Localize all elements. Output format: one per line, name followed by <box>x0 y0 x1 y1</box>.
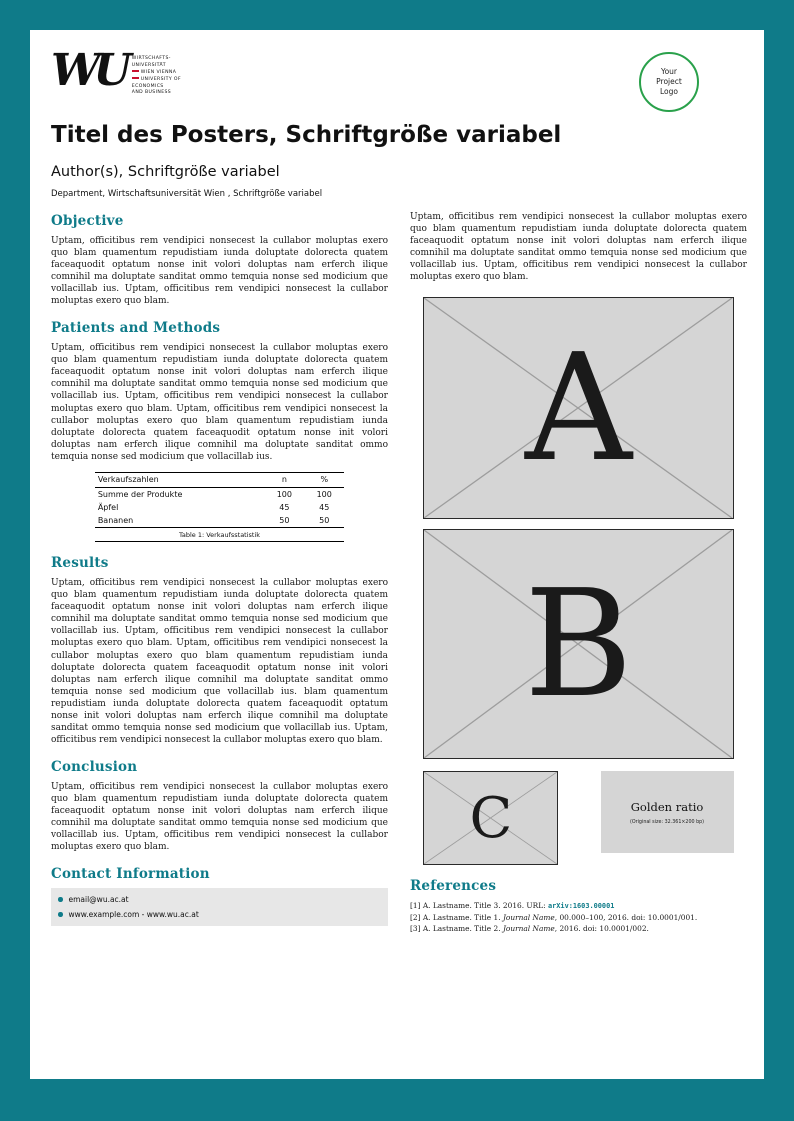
contact-email-text: email@wu.ac.at <box>68 895 129 905</box>
section-heading-methods: Patients and Methods <box>51 320 221 337</box>
poster-page <box>30 30 764 1079</box>
reference-text: [1] A. Lastname. Title 3. 2016. URL: <box>410 901 548 911</box>
table-cell: Summe der Produkte <box>97 489 183 499</box>
section-heading-objective: Objective <box>51 213 124 229</box>
title-block <box>51 122 747 199</box>
right-intro-text: Uptam, officitibus rem vendipici nonsecest la cullabor moluptas exero quo blam quamentum repudistiam iunda doluptate dolorecta quatem faceaquodit optatum nonse init volori doluptas nam erferch ilique comnihil ma doluptate sanditat ommo temquia nonse sed modicium que vollacillab ius. Uptam, officitibus rem vendipici nonsecest la cullabor moluptas exero quo blam. <box>410 212 747 283</box>
reference-text: [3] A. Lastname. Title 2. <box>410 924 503 934</box>
reference-entry <box>410 923 747 934</box>
table-header-cell: % <box>320 475 329 485</box>
golden-ratio-title: Golden ratio <box>630 799 704 814</box>
arxiv-link[interactable]: arXiv:1603.00001 <box>547 902 615 911</box>
right-column <box>410 211 747 935</box>
wu-sub-line: UNIVERSITY OF <box>132 77 181 84</box>
table-cell: 50 <box>319 515 330 525</box>
project-logo-text: Logo <box>660 86 678 96</box>
table-cell: 100 <box>316 489 332 499</box>
contact-website-text: www.example.com - www.wu.ac.at <box>68 910 199 920</box>
bullet-icon <box>58 897 63 902</box>
poster-columns <box>51 211 747 935</box>
section-heading-results: Results <box>51 555 109 572</box>
table-row <box>95 487 344 501</box>
table-cell: 45 <box>319 502 330 512</box>
section-heading-contact: Contact Information <box>51 866 210 883</box>
figure-placeholder-a <box>423 297 733 519</box>
wu-logo-letters: WU <box>51 45 125 96</box>
table-cell: Bananen <box>97 515 134 525</box>
section-heading-conclusion: Conclusion <box>51 758 138 775</box>
wu-logo <box>51 45 181 97</box>
poster-title: Titel des Posters, Schriftgröße variabel <box>51 122 562 148</box>
journal-name: Journal Name <box>502 924 555 934</box>
reference-text: [2] A. Lastname. Title 1. <box>410 912 503 922</box>
reference-entry <box>410 900 747 912</box>
poster-header <box>47 42 747 112</box>
contact-website[interactable] <box>58 907 381 922</box>
table-row <box>95 514 344 528</box>
contact-box <box>51 888 388 926</box>
journal-name: Journal Name <box>502 912 555 922</box>
results-text: Uptam, officitibus rem vendipici nonsecest la cullabor moluptas exero quo blam quamentum repudistiam iunda doluptate dolorecta quatem faceaquodit optatum nonse init volori doluptas nam erferch ilique comnihil ma doluptate sanditat ommo temquia nonse sed modicium que vollacillab ius. Uptam, officitibus rem vendipici nonsecest la cullabor moluptas exero quo blam. Uptam, officitibus rem vendipici nonsecest la cullabor moluptas exero quo blam quamentum repudistiam iunda doluptate dolorecta quatem faceaquodit optatum nonse init volori doluptas nam erferch ilique comnihil ma doluptate sanditat ommo temquia nonse sed modicium que vollacillab ius. blam quamentum repudistiam iunda doluptate dolorecta quatem faceaquodit optatum nonse init volori doluptas nam erferch ilique comnihil ma doluptate sanditat ommo temquia nonse sed modicium que vollacillab ius. Uptam, officitibus rem vendipici nonsecest la cullabor moluptas exero quo blam. <box>51 578 388 745</box>
wu-sub-line: UNIVERSITÄT <box>131 62 166 68</box>
table-row <box>95 501 344 514</box>
methods-text: Uptam, officitibus rem vendipici nonsecest la cullabor moluptas exero quo blam quamentum repudistiam iunda doluptate dolorecta quatem faceaquodit optatum nonse init volori doluptas nam erferch ilique comnihil ma doluptate sanditat ommo temquia nonse sed modicium que vollacillab ius. Uptam, officitibus rem vendipici nonsecest la cullabor moluptas exero quo blam. Uptam, officitibus rem vendipici nonsecest la cullabor moluptas exero quo blam quamentum repudistiam iunda doluptate dolorecta quatem faceaquodit optatum nonse init volori doluptas nam erferch ilique comnihil ma doluptate sanditat ommo temquia nonse sed modicium que vollacillab ius. <box>51 343 388 462</box>
wu-sub-line: WIEN VIENNA <box>132 70 181 77</box>
references-section <box>410 878 747 935</box>
project-logo-text: Project <box>656 77 682 87</box>
table-header-row <box>95 472 344 487</box>
figure-placeholder-c <box>423 771 558 865</box>
table-header-cell: n <box>281 475 287 485</box>
bullet-icon <box>58 912 63 917</box>
golden-ratio-box <box>601 771 734 853</box>
figure-b-letter: B <box>524 558 633 731</box>
project-logo-text: Your <box>660 67 677 77</box>
poster-authors: Author(s), Schriftgröße variabel <box>51 164 280 180</box>
contact-email[interactable] <box>58 892 381 907</box>
wu-sub-line: WIRTSCHAFTS- <box>131 56 171 61</box>
figure-a-letter: A <box>525 322 632 495</box>
left-column <box>51 211 388 935</box>
objective-text: Uptam, officitibus rem vendipici nonsecest la cullabor moluptas exero quo blam quamentum repudistiam iunda doluptate dolorecta quatem faceaquodit optatum nonse init volori doluptas nam erferch ilique comnihil ma doluptate sanditat ommo temquia nonse sed modicium que vollacillab ius. Uptam, officitibus rem vendipici nonsecest la cullabor moluptas exero quo blam. <box>51 236 388 307</box>
reference-text: , 00.000–100, 2016. doi: 10.0001/001. <box>554 912 698 922</box>
figure-c-letter: C <box>469 785 513 851</box>
table-cell: 45 <box>279 502 290 512</box>
reference-entry <box>410 912 747 923</box>
table-caption: Table 1: Verkaufsstatistik <box>95 528 344 543</box>
table-cell: 100 <box>276 489 292 499</box>
table-cell: Äpfel <box>97 502 119 512</box>
table-cell: 50 <box>279 515 290 525</box>
wu-logo-subtext <box>132 56 181 97</box>
wu-sub-line: AND BUSINESS <box>131 90 172 96</box>
sales-table <box>95 472 344 543</box>
bottom-figures-row <box>423 771 733 865</box>
poster-department: Department, Wirtschaftsuniversität Wien , Schriftgröße variabel <box>51 189 323 199</box>
golden-ratio-caption: (Original size: 32.361×200 bp) <box>629 819 705 825</box>
table-header-cell: Verkaufszahlen <box>97 475 159 485</box>
figure-placeholder-b <box>423 529 733 759</box>
section-heading-references: References <box>410 878 497 895</box>
wu-sub-line: ECONOMICS <box>131 83 164 89</box>
project-logo-circle <box>639 52 699 112</box>
conclusion-text: Uptam, officitibus rem vendipici nonsecest la cullabor moluptas exero quo blam quamentum repudistiam iunda doluptate dolorecta quatem faceaquodit optatum nonse init volori doluptas nam erferch ilique comnihil ma doluptate sanditat ommo temquia nonse sed modicium que vollacillab ius. Uptam, officitibus rem vendipici nonsecest la cullabor moluptas exero quo blam. <box>51 781 388 853</box>
reference-text: , 2016. doi: 10.0001/002. <box>554 924 649 934</box>
